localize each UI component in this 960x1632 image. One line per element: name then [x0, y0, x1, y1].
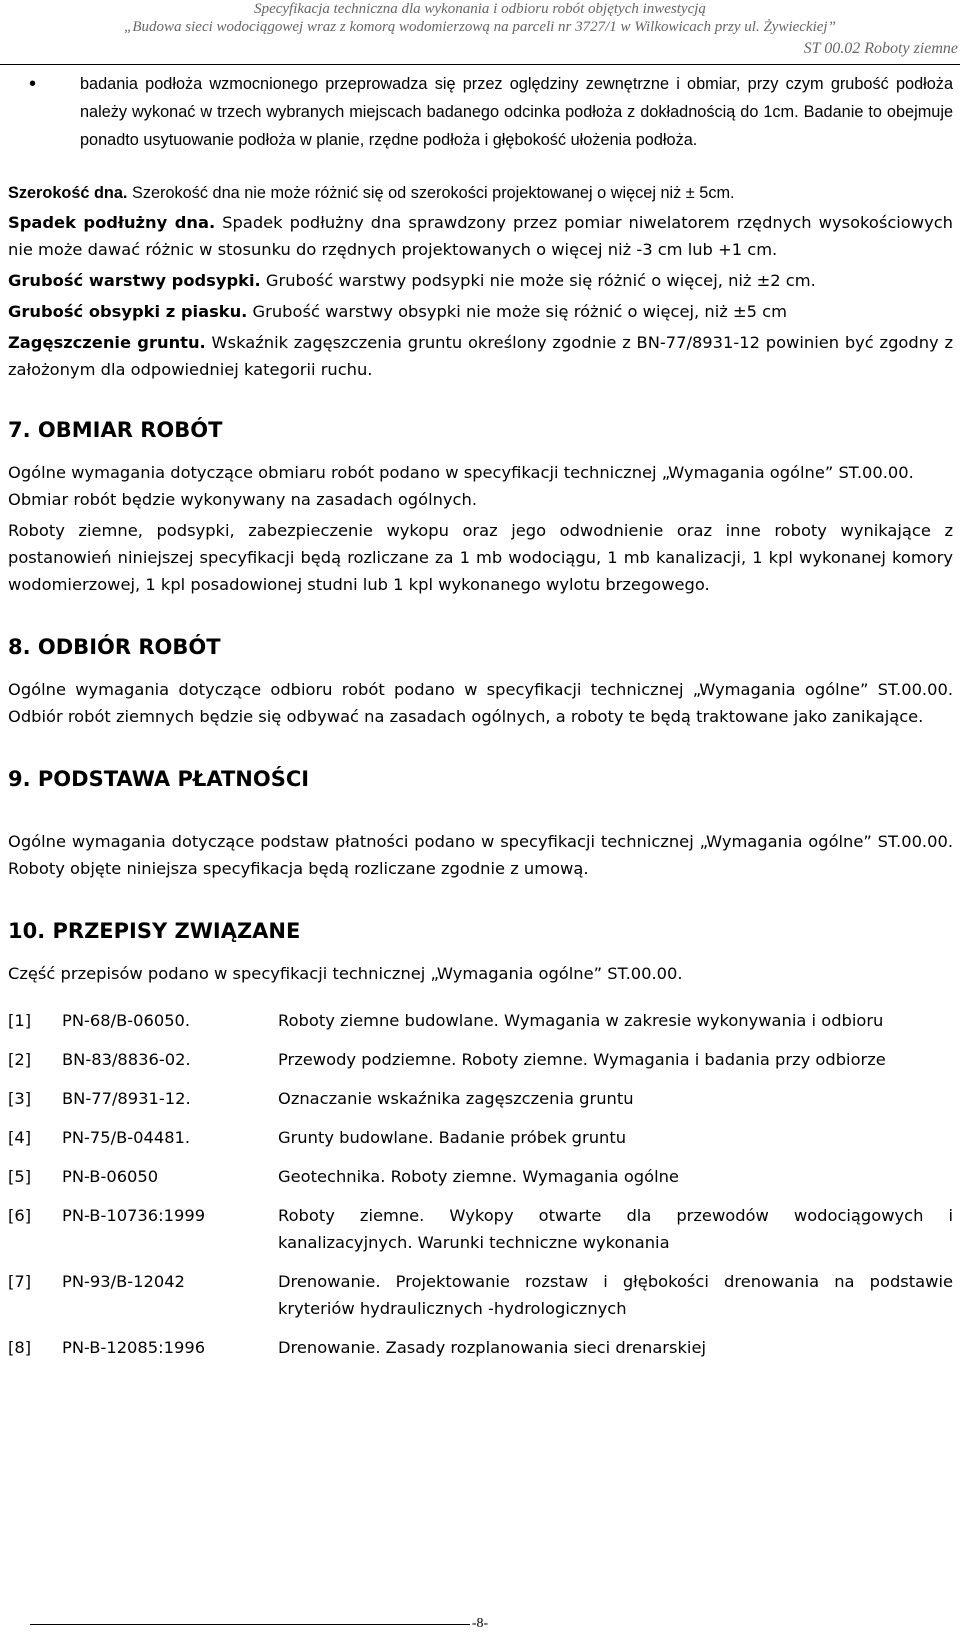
section-9-heading: 9. PODSTAWA PŁATNOŚCI [8, 767, 310, 791]
reference-title: Grunty budowlane. Badanie próbek gruntu [278, 1128, 627, 1147]
criterion-label: Grubość obsypki z piasku. [8, 302, 248, 321]
reference-item [8, 1007, 953, 1034]
reference-code: PN-68/B-06050. [62, 1011, 191, 1030]
reference-number: [1] [8, 1011, 32, 1030]
header-project-title: „Budowa sieci wodociągowej wraz z komorą wodomierzową na parceli nr 3727/1 w Wilkowicach przy ul. Żywieckiej” [124, 19, 836, 35]
criterion-backfill [8, 298, 953, 325]
reference-title: Geotechnika. Roboty ziemne. Wymagania ogólne [278, 1167, 679, 1186]
reference-code: PN-B-10736:1999 [62, 1206, 206, 1225]
reference-item [8, 1085, 953, 1112]
reference-number: [7] [8, 1272, 32, 1291]
header-spec-title: Specyfikacja techniczna dla wykonania i odbioru robót objętych inwestycją [254, 1, 706, 17]
reference-item [8, 1163, 953, 1190]
criterion-label: Szerokość dna. [8, 184, 128, 202]
reference-title: Przewody podziemne. Roboty ziemne. Wymagania i badania przy odbiorze [278, 1050, 886, 1069]
reference-code: BN-77/8931-12. [62, 1089, 191, 1108]
criterion-compaction [8, 329, 953, 383]
section-9-paragraph: Ogólne wymagania dotyczące podstaw płatności podano w specyfikacji technicznej „Wymagania ogólne” ST.00.00. Roboty objęte niniejsza specyfikacja będą rozliczane zgodnie z umową. [8, 832, 953, 878]
section-7-paragraph: Obmiar robót będzie wykonywany na zasadach ogólnych. [8, 490, 478, 509]
reference-number: [3] [8, 1089, 32, 1108]
reference-code: PN-93/B-12042 [62, 1272, 185, 1291]
page-header [0, 0, 960, 65]
reference-code: PN-75/B-04481. [62, 1128, 191, 1147]
criterion-label: Spadek podłużny dna. [8, 213, 216, 232]
section-10-intro: Część przepisów podano w specyfikacji technicznej „Wymagania ogólne” ST.00.00. [8, 964, 683, 983]
section-8-heading: 8. ODBIÓR ROBÓT [8, 635, 221, 659]
bullet-item [8, 70, 953, 154]
criterion-label: Zagęszczenie gruntu. [8, 333, 206, 352]
criterion-slope [8, 209, 953, 263]
section-7-paragraph: Ogólne wymagania dotyczące obmiaru robót podano w specyfikacji technicznej „Wymagania ogólne” ST.00.00. [8, 463, 914, 482]
bullet-text: badania podłoża wzmocnionego przeprowadza się przez oględziny zewnętrzne i obmiar, przy czym grubość podłoża należy wykonać w trzech wybranych miejscach badanego odcinka podłoża z dokładnością do 1cm. Badanie to obejmuje ponadto usytuowanie podłoża w planie, rzędne podłoża i głębokość ułożenia podłoża. [80, 75, 953, 149]
reference-number: [2] [8, 1050, 32, 1069]
reference-code: BN-83/8836-02. [62, 1050, 191, 1069]
document-body [8, 70, 953, 1361]
criterion-bedding [8, 267, 953, 294]
criterion-text: Spadek podłużny dna sprawdzony przez pomiar niwelatorem rzędnych wysokościowych nie może dawać różnic w stosunku do rzędnych projektowanych o więcej niż -3 cm lub +1 cm. [8, 213, 953, 259]
reference-item [8, 1046, 953, 1073]
section-7-heading: 7. OBMIAR ROBÓT [8, 418, 223, 442]
header-spec-code: ST 00.02 Roboty ziemne [803, 40, 958, 57]
reference-title: Drenowanie. Projektowanie rozstaw i głębokości drenowania na podstawie kryteriów hydraulicznych -hydrologicznych [278, 1272, 953, 1318]
criterion-width [8, 178, 953, 209]
reference-number: [6] [8, 1206, 32, 1225]
reference-title: Oznaczanie wskaźnika zagęszczenia gruntu [278, 1089, 634, 1108]
bullet-icon: • [29, 73, 37, 95]
reference-number: [5] [8, 1167, 32, 1186]
section-8-paragraph: Ogólne wymagania dotyczące odbioru robót podano w specyfikacji technicznej „Wymagania ogólne” ST.00.00. Odbiór robót ziemnych będzie się odbywać na zasadach ogólnych, a roboty te będą traktowane jako zanikające. [8, 680, 953, 726]
reference-item [8, 1124, 953, 1151]
reference-title: Roboty ziemne budowlane. Wymagania w zakresie wykonywania i odbioru [278, 1011, 884, 1030]
reference-number: [8] [8, 1338, 32, 1357]
criterion-text: Grubość warstwy obsypki nie może się różnić o więcej, niż ±5 cm [247, 302, 787, 321]
section-10-heading: 10. PRZEPISY ZWIĄZANE [8, 919, 301, 943]
criterion-text: Wskaźnik zagęszczenia gruntu określony zgodnie z BN-77/8931-12 powinien być zgodny z założonym dla odpowiedniej kategorii ruchu. [8, 333, 953, 379]
criterion-text: Szerokość dna nie może różnić się od szerokości projektowanej o więcej niż ± 5cm. [127, 184, 735, 202]
section-7-paragraph: Roboty ziemne, podsypki, zabezpieczenie wykopu oraz jego odwodnienie oraz inne roboty wynikające z postanowień niniejszej specyfikacji będą rozliczane za 1 mb wodociągu, 1 mb kanalizacji, 1 kpl wykonanej komory wodomierzowej, 1 kpl posadowionej studni lub 1 kpl wykonanego wylotu brzegowego. [8, 521, 953, 594]
page-number: -8- [471, 1616, 489, 1631]
reference-item [8, 1202, 953, 1256]
reference-item [8, 1334, 953, 1361]
criterion-label: Grubość warstwy podsypki. [8, 271, 261, 290]
reference-title: Drenowanie. Zasady rozplanowania sieci drenarskiej [278, 1338, 706, 1357]
reference-code: PN-B-06050 [62, 1167, 159, 1186]
reference-title: Roboty ziemne. Wykopy otwarte dla przewodów wodociągowych i kanalizacyjnych. Warunki techniczne wykonania [278, 1206, 953, 1252]
reference-code: PN-B-12085:1996 [62, 1338, 206, 1357]
reference-item [8, 1268, 953, 1322]
references-list [8, 1007, 953, 1361]
criterion-text: Grubość warstwy podsypki nie może się różnić o więcej, niż ±2 cm. [260, 271, 816, 290]
reference-number: [4] [8, 1128, 32, 1147]
